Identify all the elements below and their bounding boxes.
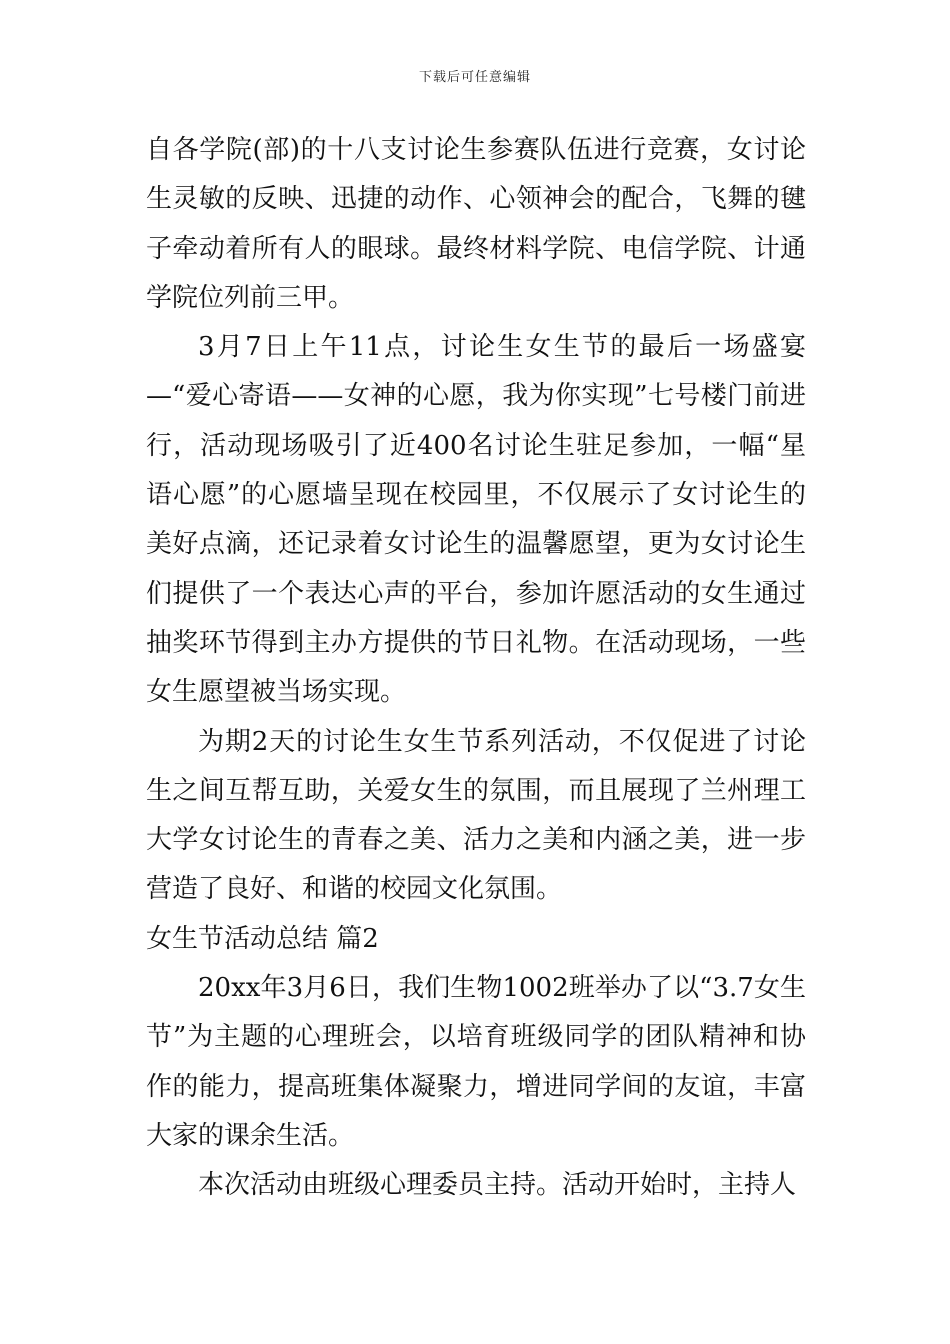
paragraph-4: 20xx年3月6日，我们生物1002班举办了以“3.7女生节”为主题的心理班会，以培育班级同学的团队精神和协作的能力，提高班集体凝聚力，增进同学间的友谊，丰富大家的课余生活。 xyxy=(146,973,806,1151)
paragraph-2: 3月7日上午11点，讨论生女生节的最后一场盛宴—“爱心寄语——女神的心愿，我为你实现”七号楼门前进行，活动现场吸引了近400名讨论生驻足参加，一幅“星语心愿”的心愿墙呈现在校园里，不仅展示了女讨论生的美好点滴，还记录着女讨论生的温馨愿望，更为女讨论生们提供了一个表达心声的平台，参加许愿活动的女生通过抽奖环节得到主办方提供的节日礼物。在活动现场，一些女生愿望被当场实现。 xyxy=(146,332,806,708)
paragraph-1: 自各学院(部)的十八支讨论生参赛队伍进行竞赛，女讨论生灵敏的反映、迅捷的动作、心领神会的配合，飞舞的毽子牵动着所有人的眼球。最终材料学院、电信学院、计通学院位列前三甲。 xyxy=(146,135,806,313)
paragraph-3: 为期2天的讨论生女生节系列活动，不仅促进了讨论生之间互帮互助，关爱女生的氛围，而且展现了兰州理工大学女讨论生的青春之美、活力之美和内涵之美，进一步营造了良好、和谐的校园文化氛围。 xyxy=(146,726,806,905)
paragraph-5: 本次活动由班级心理委员主持。活动开始时，主持人 xyxy=(198,1170,797,1201)
document-body xyxy=(146,126,806,1211)
page-header-note: 下载后可任意编辑 xyxy=(418,70,531,85)
section-heading: 女生节活动总结 篇2 xyxy=(146,923,379,954)
